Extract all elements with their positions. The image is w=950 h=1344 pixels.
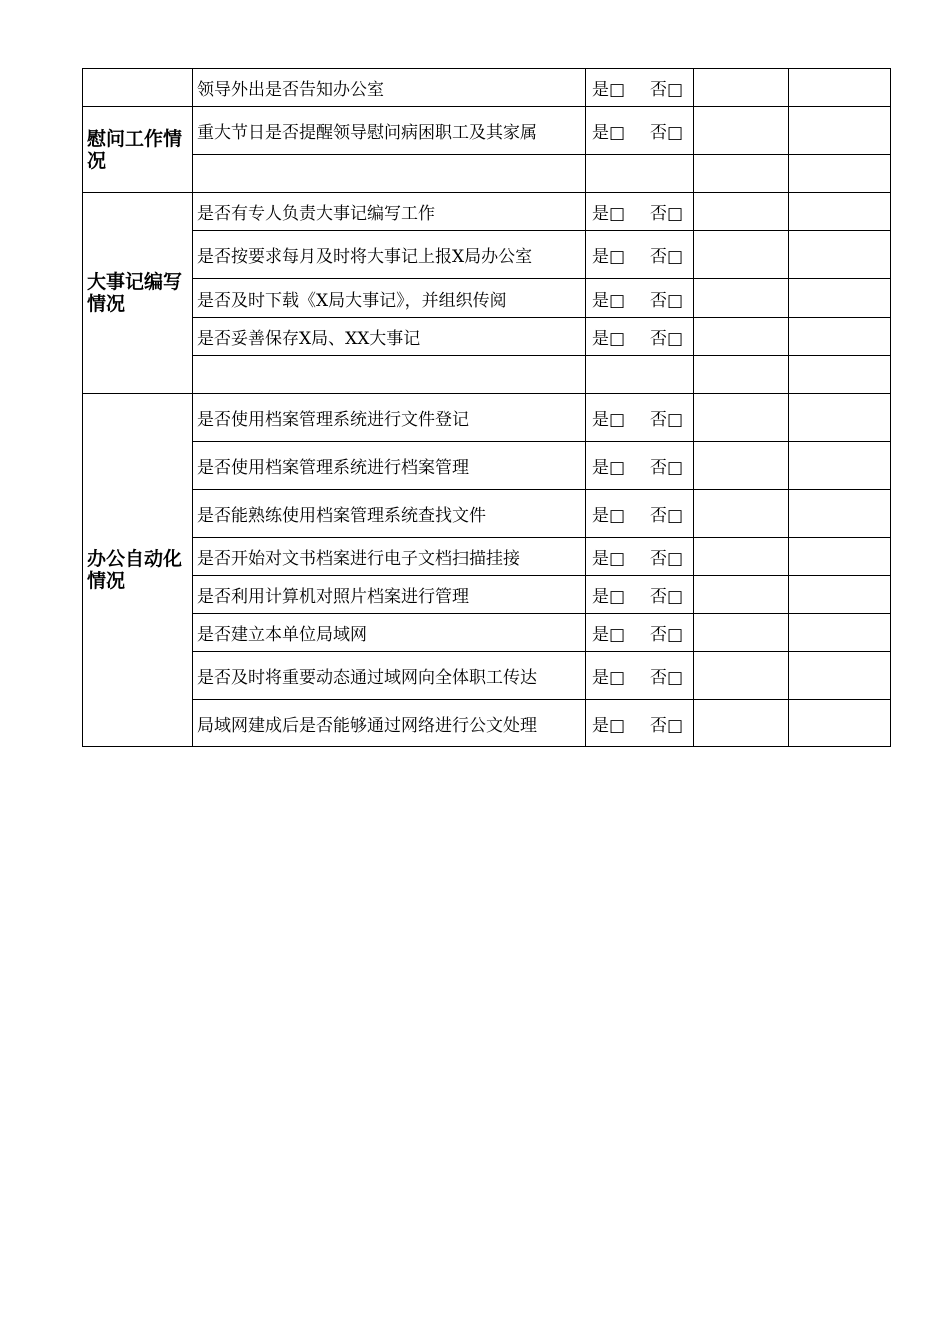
table-row	[83, 538, 891, 576]
blank-cell[interactable]	[789, 155, 891, 193]
yes-no-cell	[586, 614, 694, 652]
table-row	[83, 490, 891, 538]
yes-no-cell	[586, 700, 694, 747]
no-checkbox[interactable]: 否□	[650, 458, 684, 478]
blank-cell[interactable]	[694, 356, 789, 394]
blank-cell[interactable]	[694, 614, 789, 652]
table-row	[83, 576, 891, 614]
check-item-text: 重大节日是否提醒领导慰问病困职工及其家属	[193, 107, 586, 155]
blank-cell[interactable]	[789, 652, 891, 700]
table-row	[83, 69, 891, 107]
blank-cell[interactable]	[789, 193, 891, 231]
yes-checkbox[interactable]: 是□	[592, 715, 626, 736]
blank-cell[interactable]	[789, 107, 891, 155]
yes-checkbox[interactable]: 是□	[592, 329, 626, 349]
check-item-text	[193, 155, 586, 193]
yes-checkbox[interactable]: 是□	[592, 668, 626, 688]
check-item-text: 是否有专人负责大事记编写工作	[193, 193, 586, 231]
yes-checkbox[interactable]: 是□	[592, 549, 626, 569]
check-item-text	[193, 356, 586, 394]
table-row	[83, 442, 891, 490]
table-row	[83, 394, 891, 442]
blank-cell[interactable]	[694, 193, 789, 231]
section-category: 慰问工作情况	[83, 107, 193, 193]
yes-checkbox[interactable]: 是□	[592, 625, 626, 645]
check-item-text: 是否使用档案管理系统进行档案管理	[193, 442, 586, 490]
check-item-text: 是否建立本单位局域网	[193, 614, 586, 652]
table-row	[83, 614, 891, 652]
yes-checkbox[interactable]: 是□	[592, 458, 626, 478]
blank-cell[interactable]	[789, 614, 891, 652]
table-row	[83, 700, 891, 747]
yes-no-cell	[586, 538, 694, 576]
no-checkbox[interactable]: 否□	[650, 329, 684, 349]
table-row	[83, 231, 891, 279]
no-checkbox[interactable]: 否□	[650, 668, 684, 688]
blank-cell[interactable]	[789, 356, 891, 394]
blank-cell[interactable]	[789, 69, 891, 107]
check-item-text: 是否及时将重要动态通过域网向全体职工传达	[193, 652, 586, 700]
yes-checkbox[interactable]: 是□	[592, 204, 626, 224]
yes-checkbox[interactable]: 是□	[592, 247, 626, 267]
table-row	[83, 107, 891, 155]
blank-cell[interactable]	[789, 700, 891, 747]
blank-cell[interactable]	[789, 231, 891, 279]
blank-cell[interactable]	[789, 318, 891, 356]
table-row	[83, 652, 891, 700]
no-checkbox[interactable]: 否□	[650, 80, 684, 100]
blank-cell[interactable]	[694, 318, 789, 356]
no-checkbox[interactable]: 否□	[650, 290, 684, 311]
yes-no-cell	[586, 576, 694, 614]
blank-cell[interactable]	[789, 576, 891, 614]
check-item-text: 领导外出是否告知办公室	[193, 69, 586, 107]
table-row	[83, 155, 891, 193]
checklist-table	[82, 68, 891, 747]
check-item-text: 局域网建成后是否能够通过网络进行公文处理	[193, 700, 586, 747]
blank-cell[interactable]	[694, 231, 789, 279]
yes-no-cell	[586, 193, 694, 231]
no-checkbox[interactable]: 否□	[650, 410, 684, 430]
yes-checkbox[interactable]: 是□	[592, 410, 626, 430]
blank-cell[interactable]	[694, 652, 789, 700]
blank-cell[interactable]	[694, 107, 789, 155]
yes-no-cell	[586, 279, 694, 318]
table-row	[83, 279, 891, 318]
no-checkbox[interactable]: 否□	[650, 506, 684, 526]
yes-checkbox[interactable]: 是□	[592, 80, 626, 100]
no-checkbox[interactable]: 否□	[650, 247, 684, 267]
yes-no-cell	[586, 356, 694, 394]
yes-no-cell	[586, 442, 694, 490]
blank-cell[interactable]	[789, 442, 891, 490]
section-category	[83, 69, 193, 107]
yes-checkbox[interactable]: 是□	[592, 587, 626, 607]
yes-checkbox[interactable]: 是□	[592, 506, 626, 526]
yes-no-cell	[586, 318, 694, 356]
section-category: 办公自动化情况	[83, 394, 193, 747]
check-item-text: 是否开始对文书档案进行电子文档扫描挂接	[193, 538, 586, 576]
yes-checkbox[interactable]: 是□	[592, 290, 626, 311]
blank-cell[interactable]	[694, 394, 789, 442]
no-checkbox[interactable]: 否□	[650, 625, 684, 645]
blank-cell[interactable]	[694, 490, 789, 538]
section-category: 大事记编写情况	[83, 193, 193, 394]
yes-no-cell	[586, 231, 694, 279]
blank-cell[interactable]	[789, 394, 891, 442]
blank-cell[interactable]	[789, 279, 891, 318]
no-checkbox[interactable]: 否□	[650, 123, 684, 143]
yes-no-cell	[586, 394, 694, 442]
yes-no-cell	[586, 107, 694, 155]
yes-checkbox[interactable]: 是□	[592, 123, 626, 143]
table-row	[83, 318, 891, 356]
blank-cell[interactable]	[694, 576, 789, 614]
table-row	[83, 193, 891, 231]
check-item-text: 是否按要求每月及时将大事记上报X局办公室	[193, 231, 586, 279]
blank-cell[interactable]	[694, 700, 789, 747]
blank-cell[interactable]	[789, 538, 891, 576]
no-checkbox[interactable]: 否□	[650, 549, 684, 569]
check-item-text: 是否妥善保存X局、XX大事记	[193, 318, 586, 356]
blank-cell[interactable]	[694, 69, 789, 107]
yes-no-cell	[586, 69, 694, 107]
check-item-text: 是否及时下载《X局大事记》，并组织传阅	[193, 279, 586, 318]
checklist-body	[83, 69, 891, 747]
check-item-text: 是否使用档案管理系统进行文件登记	[193, 394, 586, 442]
yes-no-cell	[586, 652, 694, 700]
blank-cell[interactable]	[789, 490, 891, 538]
yes-no-cell	[586, 155, 694, 193]
check-item-text: 是否能熟练使用档案管理系统查找文件	[193, 490, 586, 538]
table-row	[83, 356, 891, 394]
check-item-text: 是否利用计算机对照片档案进行管理	[193, 576, 586, 614]
no-checkbox[interactable]: 否□	[650, 715, 684, 736]
no-checkbox[interactable]: 否□	[650, 204, 684, 224]
no-checkbox[interactable]: 否□	[650, 587, 684, 607]
blank-cell[interactable]	[694, 442, 789, 490]
blank-cell[interactable]	[694, 155, 789, 193]
yes-no-cell	[586, 490, 694, 538]
blank-cell[interactable]	[694, 279, 789, 318]
blank-cell[interactable]	[694, 538, 789, 576]
